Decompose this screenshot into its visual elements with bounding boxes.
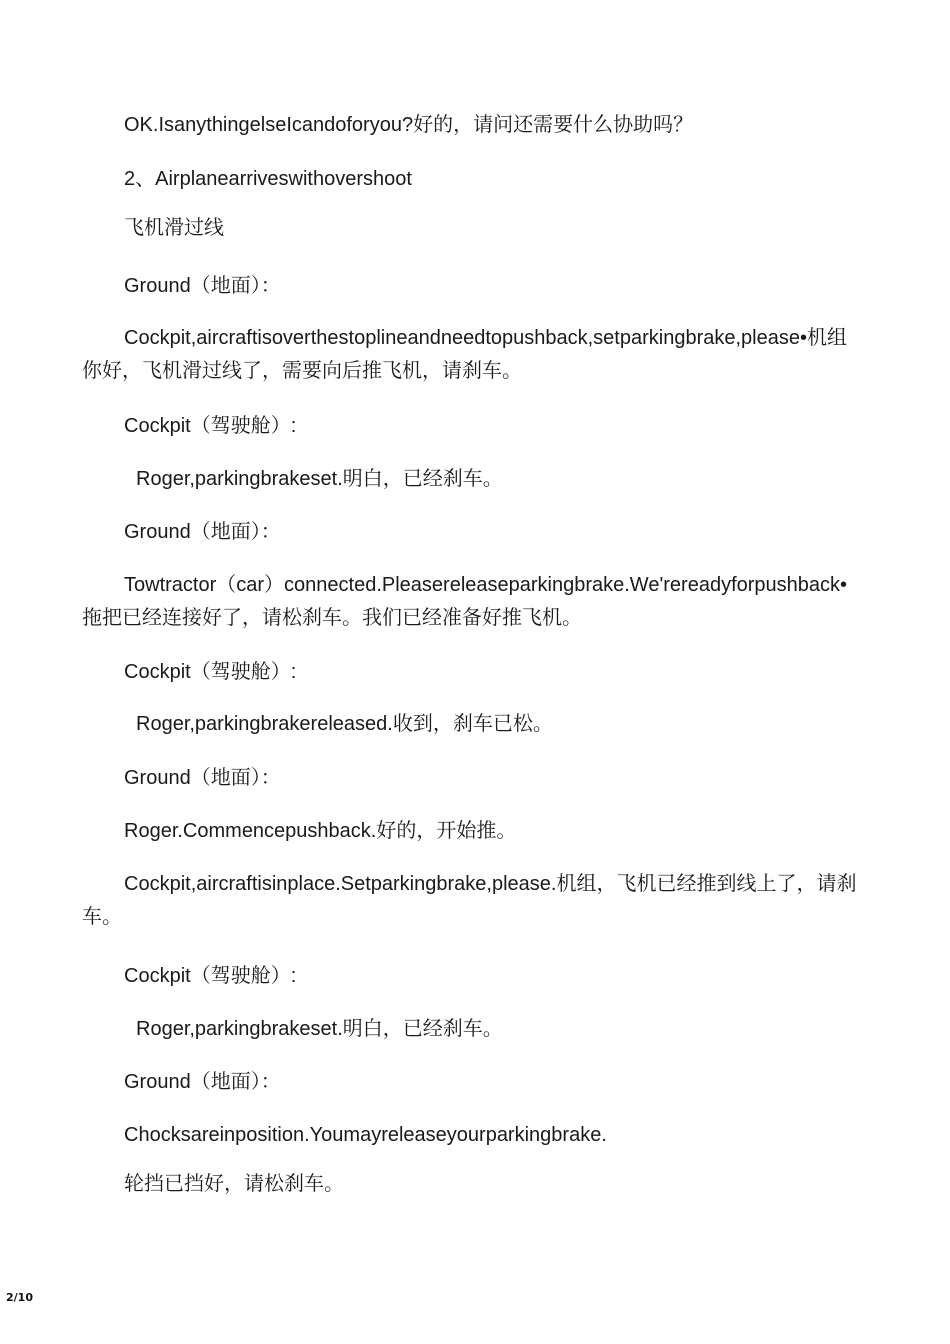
dialogue-line: Roger,parkingbrakeset.明白，已经刹车。 [136, 468, 503, 490]
dialogue-line: Roger,parkingbrakereleased.收到，刹车已松。 [136, 713, 553, 735]
section-heading: 2、Airplanearriveswithovershoot [124, 168, 412, 190]
dialogue-line: Cockpit,aircraftisoverthestoplineandneedtopushback,setparkingbrake,please•机组你好，飞机滑过线了，需要向后推飞机，请刹车。 [82, 327, 847, 382]
dialogue-line: Towtractor（car）connected.Pleasereleaseparkingbrake.We'rereadyforpushback•拖把已经连接好了，请松刹车。我们已经准备好推飞机。 [82, 574, 848, 629]
dialogue-line: Cockpit,aircraftisinplace.Setparkingbrake,please.机组，飞机已经推到线上了，请刹车。 [82, 873, 857, 928]
dialogue-line: Chocksareinposition.Youmayreleaseyourparkingbrake. [124, 1124, 607, 1146]
speaker-label-ground: Ground（地面）： [124, 275, 281, 297]
section-subheading: 飞机滑过线 [124, 217, 224, 239]
page-number: 2/10 [6, 1291, 33, 1304]
speaker-label-cockpit: Cockpit（驾驶舱）: [124, 415, 297, 437]
dialogue-line: Roger.Commencepushback.好的，开始推。 [124, 820, 517, 842]
speaker-label-ground: Ground（地面）： [124, 521, 281, 543]
speaker-label-ground: Ground（地面）： [124, 767, 281, 789]
speaker-label-cockpit: Cockpit（驾驶舱）: [124, 661, 297, 683]
dialogue-line: Roger,parkingbrakeset.明白，已经刹车。 [136, 1018, 503, 1040]
paragraph-1: OK.IsanythingelseIcandoforyou?好的，请问还需要什么协助吗？ [124, 114, 694, 136]
speaker-label-ground: Ground（地面）： [124, 1071, 281, 1093]
speaker-label-cockpit: Cockpit（驾驶舱）: [124, 965, 297, 987]
dialogue-line: 轮挡已挡好，请松刹车。 [124, 1173, 344, 1195]
